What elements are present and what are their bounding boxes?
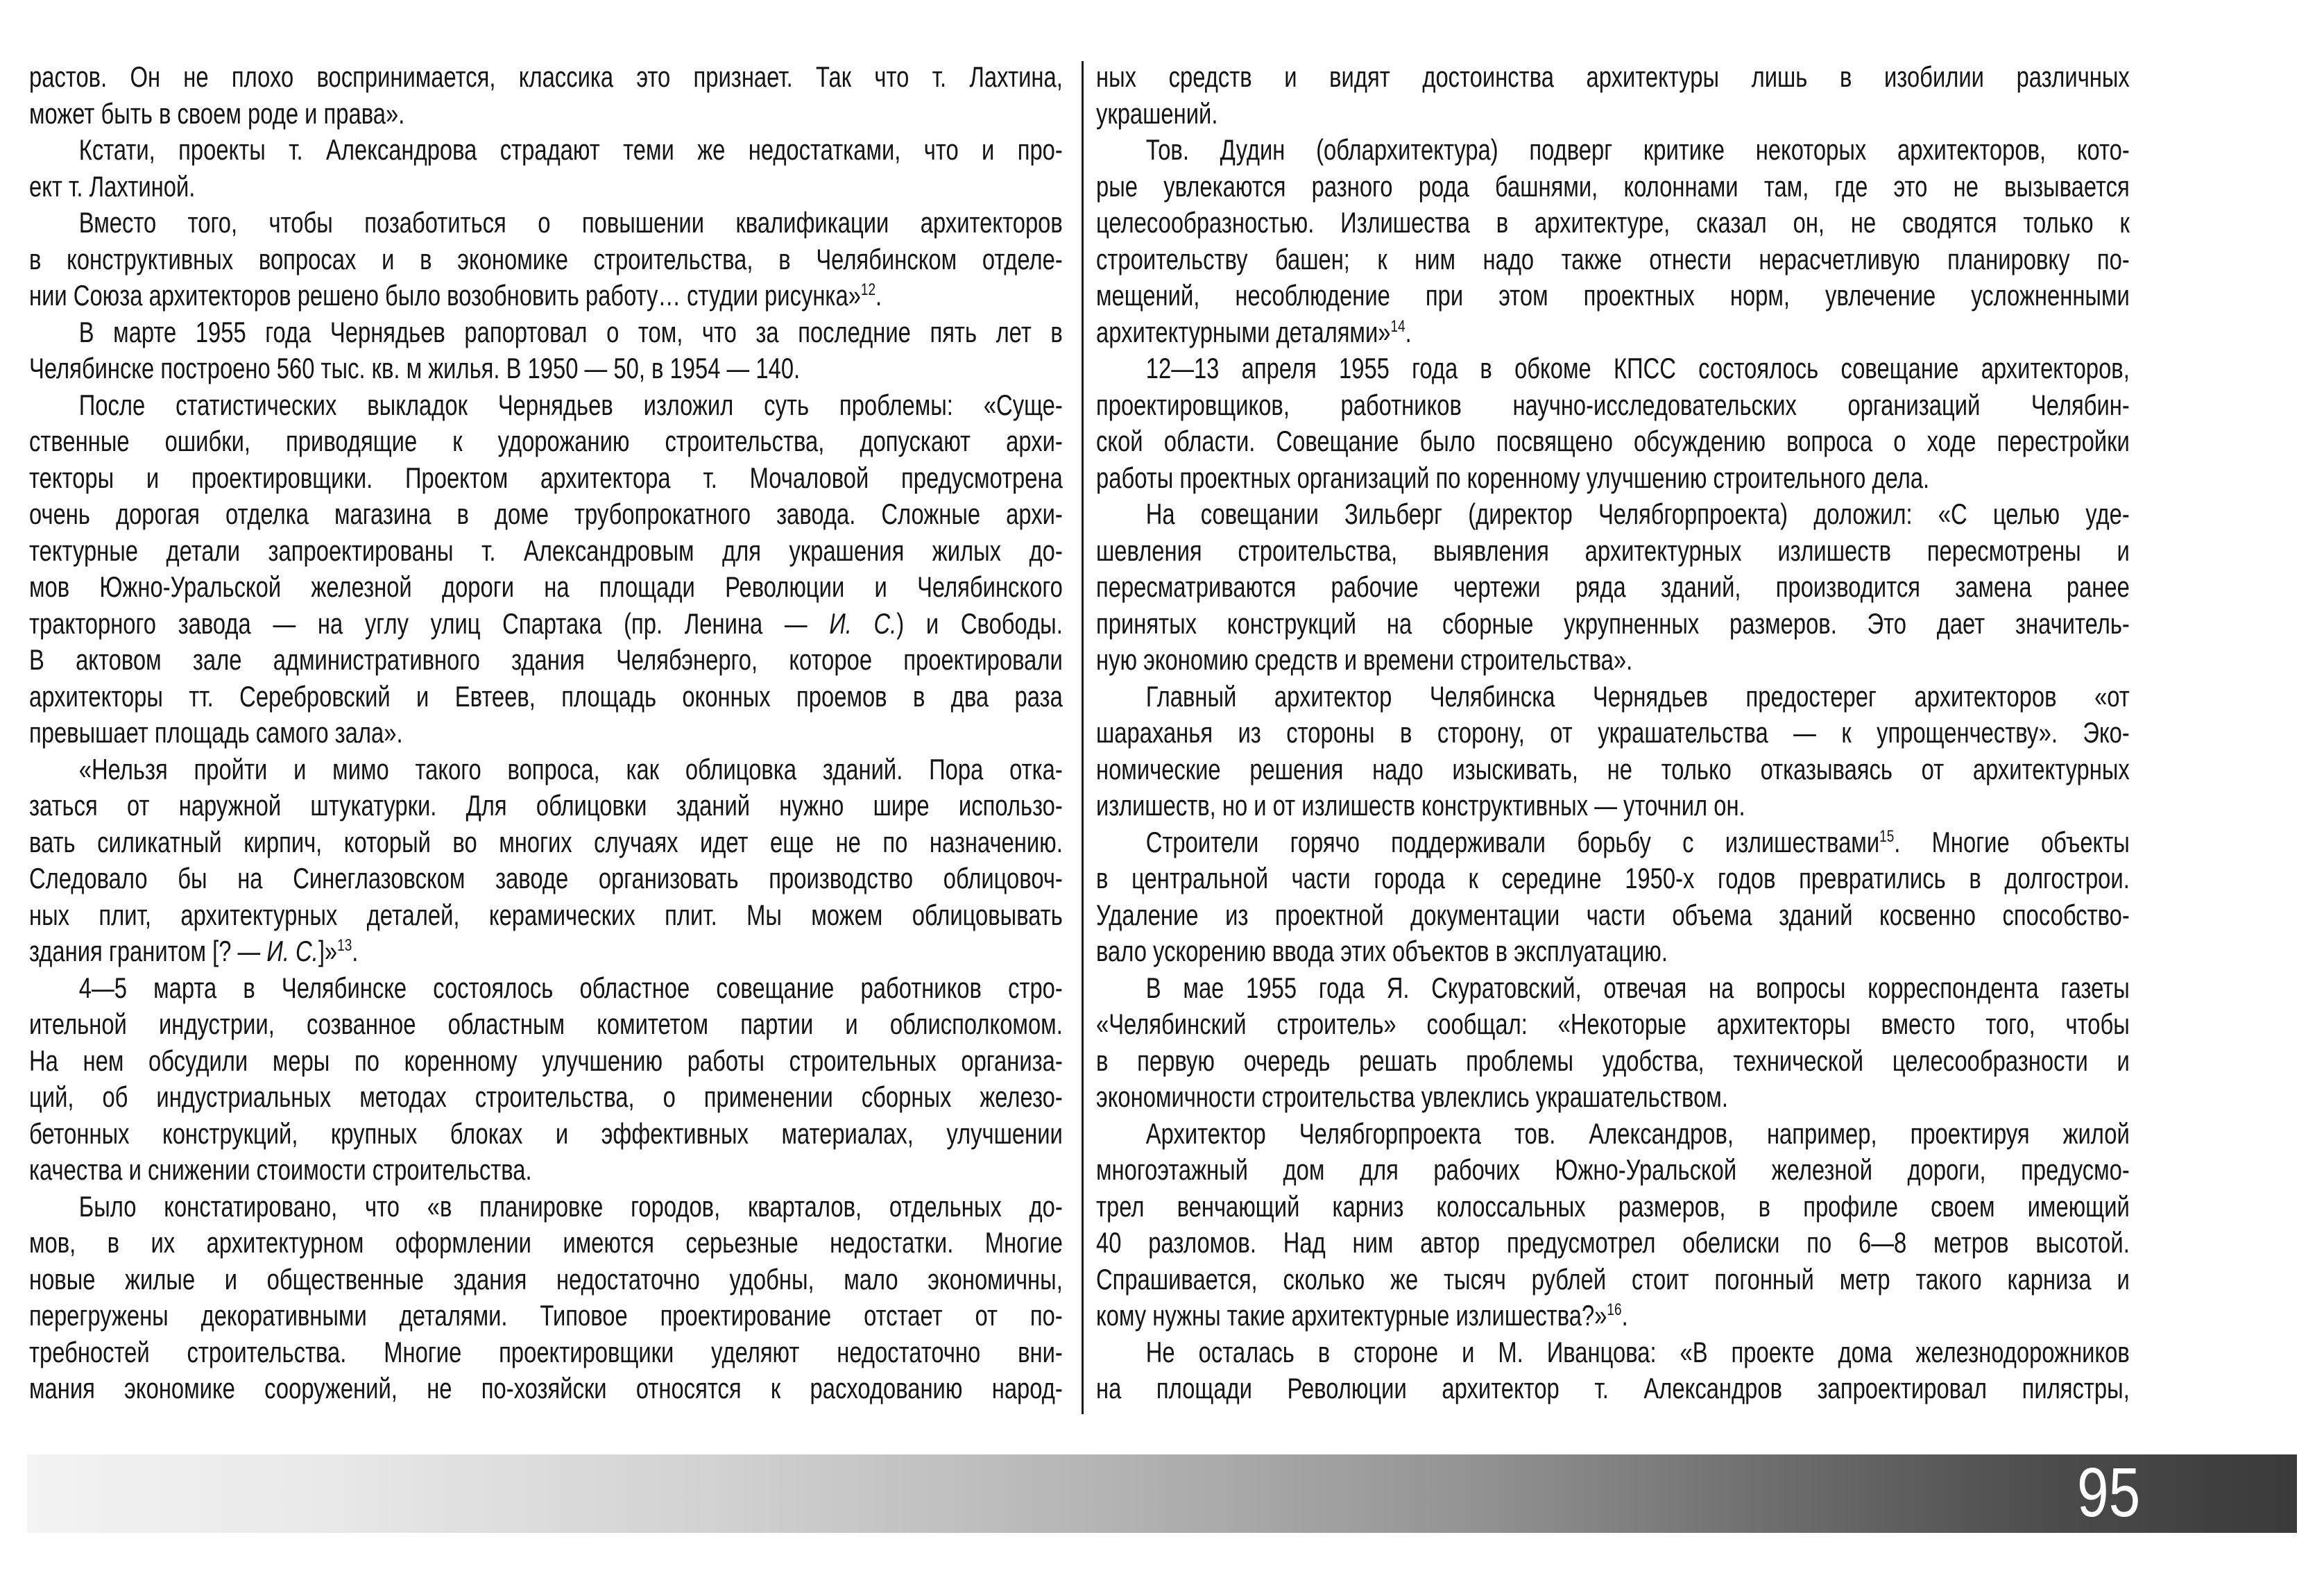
footnote-marker: 14 bbox=[1390, 316, 1405, 336]
page-number: 95 bbox=[2077, 1454, 2141, 1531]
text-line: Не осталась в стороне и М. Иванцова: «В проекте дома железнодорожников bbox=[1145, 1335, 2130, 1368]
text-line: очень дорогая отделка магазина в доме трубопрокатного завода. Сложные архи- bbox=[29, 498, 1063, 530]
text-line: тракторного завода — на углу улиц Спартака (пр. Ленина — И. С.) и Свободы. bbox=[29, 606, 1063, 640]
footnote-marker: 12 bbox=[860, 280, 876, 299]
text-line: На совещании Зильберг (директор Челябгорпроекта) доложил: «С целью уде- bbox=[1145, 498, 2130, 530]
text-line: многоэтажный дом для рабочих Южно-Уральской железной дороги, предусмо- bbox=[1096, 1153, 2130, 1186]
text-line: шевления строительства, выявления архитектурных излишеств пересмотрены и bbox=[1096, 534, 2130, 567]
text-line: пересматриваются рабочие чертежи ряда зданий, производится замена ранее bbox=[1096, 570, 2130, 603]
text-line: ект т. Лахтиной. bbox=[29, 169, 196, 203]
text-line: мещений, несоблюдение при этом проектных норм, увлечение усложненными bbox=[1096, 279, 2130, 312]
text-line: может быть в своем роде и права». bbox=[29, 96, 405, 130]
text-line: Было констатировано, что «в планировке городов, кварталов, отдельных до- bbox=[78, 1189, 1063, 1223]
text-line: перегружены декоративными деталями. Типовое проектирование отстает от по- bbox=[29, 1299, 1063, 1332]
text-line: новые жилые и общественные здания недостаточно удобны, мало экономичны, bbox=[29, 1262, 1063, 1296]
text-line: растов. Он не плохо воспринимается, классика это признает. Так что т. Лахтина, bbox=[29, 60, 1063, 93]
text-line: Вместо того, чтобы позаботиться о повышении квалификации архитекторов bbox=[78, 206, 1063, 239]
text-line: 12—13 апреля 1955 года в обкоме КПСС состоялось совещание архитекторов, bbox=[1145, 352, 2130, 384]
text-line: ных плит, архитектурных деталей, керамических плит. Мы можем облицовывать bbox=[29, 898, 1063, 931]
text-line: рые увлекаются разного рода башнями, колоннами там, где это не вызывается bbox=[1096, 169, 2130, 203]
text-line: ную экономию средств и времени строительства». bbox=[1096, 643, 1633, 676]
text-line: превышает площадь самого зала». bbox=[29, 716, 403, 749]
text-line: Тов. Дудин (облархитектура) подверг критике некоторых архитекторов, кото- bbox=[1145, 133, 2130, 166]
text-line: нии Союза архитекторов решено было возобновить работу… студии рисунка»$^{12}$. bbox=[29, 279, 882, 312]
text-line: ных средств и видят достоинства архитектуры лишь в изобилии различных bbox=[1096, 60, 2130, 93]
footnote-marker: 15 bbox=[1879, 826, 1895, 846]
text-line: ительной индустрии, созванное областным комитетом партии и облисполкомом. bbox=[29, 1008, 1063, 1040]
text-line: «Нельзя пройти и мимо такого вопроса, как облицовка зданий. Пора отка- bbox=[78, 752, 1063, 786]
text-line: мов, в их архитектурном оформлении имеются серьезные недостатки. Многие bbox=[29, 1226, 1063, 1259]
text-line: тектурные детали запроектированы т. Александровым для украшения жилых до- bbox=[29, 534, 1063, 567]
text-line: шараханья из стороны в сторону, от украшательства — к упрощенчеству». Эко- bbox=[1096, 716, 2130, 749]
text-line: ской области. Совещание было посвящено обсуждению вопроса о ходе перестройки bbox=[1096, 425, 2130, 457]
text-line: принятых конструкций на сборные укрупненных размеров. Это дает значитель- bbox=[1096, 606, 2130, 640]
text-line: Удаление из проектной документации части объема зданий косвенно способство- bbox=[1096, 898, 2130, 931]
text-line: текторы и проектировщики. Проектом архитектора т. Мочаловой предусмотрена bbox=[29, 461, 1063, 494]
text-line: целесообразностью. Излишества в архитектуре, сказал он, не сводятся только к bbox=[1096, 206, 2130, 239]
text-line: экономичности строительства увлеклись украшательством. bbox=[1096, 1080, 1728, 1113]
footnote-marker: 13 bbox=[337, 936, 352, 955]
text-line: заться от наружной штукатурки. Для облицовки зданий нужно шире использо- bbox=[29, 789, 1063, 822]
text-line: В актовом зале административного здания Челябэнерго, которое проектировали bbox=[29, 643, 1063, 676]
text-line: строительству башен; к ним надо также отнести нерасчетливую планировку по- bbox=[1096, 242, 2130, 275]
text-line: проектировщиков, работников научно-исследовательских организаций Челябин- bbox=[1096, 388, 2130, 421]
text-line: номические решения надо изыскивать, не только отказываясь от архитектурных bbox=[1096, 752, 2130, 786]
text-line: в конструктивных вопросах и в экономике строительства, в Челябинском отделе- bbox=[29, 242, 1063, 275]
text-line: Следовало бы на Синеглазовском заводе организовать производство облицовоч- bbox=[29, 862, 1063, 894]
text-line: мания экономике сооружений, не по-хозяйски относятся к расходованию народ- bbox=[29, 1372, 1063, 1404]
left-column-text bbox=[29, 59, 1063, 1407]
text-line: требностей строительства. Многие проектировщики уделяют недостаточно вни- bbox=[29, 1335, 1063, 1368]
text-line: На нем обсудили меры по коренному улучшению работы строительных организа- bbox=[29, 1044, 1063, 1077]
text-line: В мае 1955 года Я. Скуратовский, отвечая на вопросы корреспондента газеты bbox=[1145, 971, 2130, 1004]
text-line: Челябинске построено 560 тыс. кв. м жилья. В 1950 — 50, в 1954 — 140. bbox=[29, 352, 801, 384]
text-line: архитекторы тт. Серебровский и Евтеев, площадь оконных проемов в два раза bbox=[29, 679, 1063, 713]
text-line: в первую очередь решать проблемы удобства, технической целесообразности и bbox=[1096, 1044, 2130, 1077]
text-line: архитектурными деталями»$^{14}$. bbox=[1096, 315, 1412, 348]
text-line: вало ускорению ввода этих объектов в эксплуатацию. bbox=[1096, 935, 1668, 967]
footer-bar bbox=[27, 1454, 2297, 1533]
italic-initials: И. С. bbox=[829, 606, 897, 640]
italic-initials: И. С. bbox=[266, 935, 318, 967]
text-line: вать силикатный кирпич, который во многих случаях идет еще не по назначению. bbox=[29, 825, 1063, 858]
text-line: украшений. bbox=[1096, 96, 1218, 130]
text-line: «Челябинский строитель» сообщал: «Некоторые архитекторы вместо того, чтобы bbox=[1096, 1008, 2130, 1040]
column-divider bbox=[1082, 61, 1084, 1414]
text-line: мов Южно-Уральской железной дороги на площади Революции и Челябинского bbox=[29, 570, 1063, 603]
text-line: на площади Революции архитектор т. Александров запроектировал пилястры, bbox=[1096, 1372, 2130, 1404]
text-line: Главный архитектор Челябинска Чернядьев предостерег архитекторов «от bbox=[1145, 679, 2130, 713]
text-line: трел венчающий карниз колоссальных размеров, в профиле своем имеющий bbox=[1096, 1189, 2130, 1223]
text-line: кому нужны такие архитектурные излишества?»$^{16}$. bbox=[1096, 1299, 1628, 1332]
text-line: В марте 1955 года Чернядьев рапортовал о том, что за последние пять лет в bbox=[78, 315, 1063, 348]
right-column-text bbox=[1096, 59, 2130, 1407]
right-column bbox=[1096, 59, 2131, 1407]
text-line: Спрашивается, сколько же тысяч рублей стоит погонный метр такого карниза и bbox=[1096, 1262, 2130, 1296]
text-line: Архитектор Челябгорпроекта тов. Александров, например, проектируя жилой bbox=[1145, 1117, 2130, 1150]
text-line: в центральной части города к середине 1950-х годов превратились в долгострои. bbox=[1096, 862, 2130, 894]
left-column bbox=[29, 59, 1063, 1407]
text-line: После статистических выкладок Чернядьев изложил суть проблемы: «Суще- bbox=[78, 388, 1063, 421]
text-line: ций, об индустриальных методах строительства, о применении сборных железо- bbox=[29, 1080, 1063, 1113]
text-line: работы проектных организаций по коренному улучшению строительного дела. bbox=[1096, 461, 1930, 494]
text-line: излишеств, но и от излишеств конструктивных — уточнил он. bbox=[1096, 789, 1745, 822]
text-line: 4—5 марта в Челябинске состоялось областное совещание работников стро- bbox=[78, 971, 1063, 1004]
text-line: Кстати, проекты т. Александрова страдают теми же недостатками, что и про- bbox=[78, 133, 1063, 166]
text-line: Строители горячо поддерживали борьбу с излишествами$^{15}$. Многие объекты bbox=[1145, 825, 2130, 858]
text-line: ственные ошибки, приводящие к удорожанию строительства, допускают архи- bbox=[29, 425, 1063, 457]
footnote-marker: 16 bbox=[1607, 1300, 1622, 1319]
text-line: 40 разломов. Над ним автор предусмотрел обелиски по 6—8 метров высотой. bbox=[1096, 1226, 2130, 1259]
text-line: качества и снижении стоимости строительства. bbox=[29, 1153, 532, 1186]
text-line: бетонных конструкций, крупных блоках и эффективных материалах, улучшении bbox=[29, 1117, 1063, 1150]
text-line: здания гранитом [? — И. С.]»$^{13}$. bbox=[29, 935, 359, 967]
